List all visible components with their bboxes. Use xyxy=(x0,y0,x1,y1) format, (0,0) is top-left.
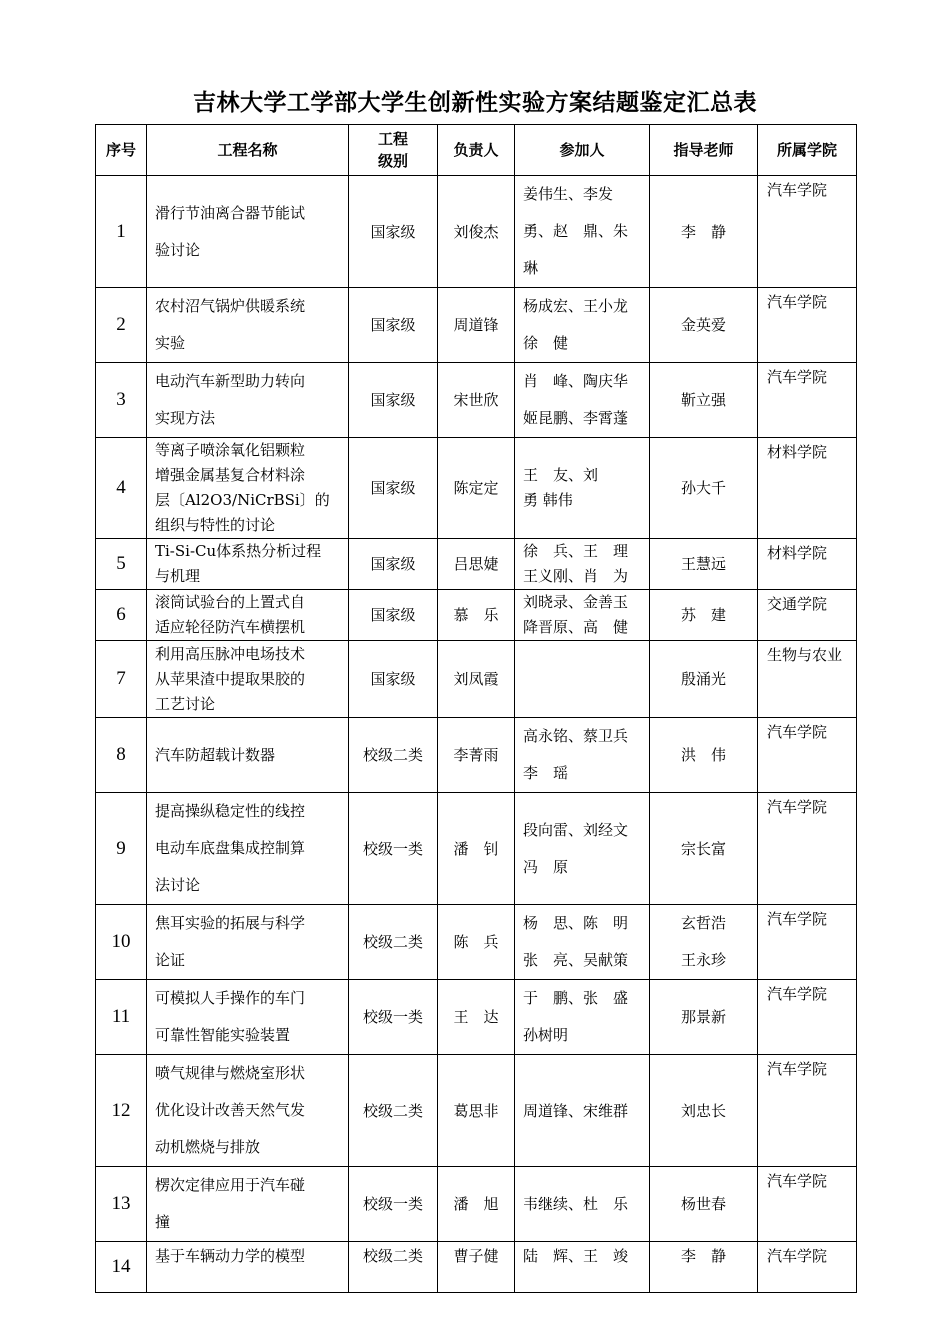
member-line: 徐 兵、王 理 xyxy=(523,542,629,560)
project-advisor: 刘忠长 xyxy=(650,1055,758,1167)
project-level: 国家级 xyxy=(349,288,438,363)
project-leader: 李菁雨 xyxy=(438,718,515,793)
project-leader: 潘 旭 xyxy=(438,1167,515,1242)
project-name-line: 可靠性智能实验装置 xyxy=(155,1026,291,1044)
project-name xyxy=(147,590,349,641)
member-line: 王义刚、肖 为 xyxy=(523,567,629,585)
project-members xyxy=(515,539,650,590)
project-name-line: 电动车底盘集成控制算 xyxy=(155,839,306,857)
table-row xyxy=(96,539,857,590)
header-college: 所属学院 xyxy=(758,125,857,176)
row-no: 10 xyxy=(96,905,147,980)
project-leader: 王 达 xyxy=(438,980,515,1055)
project-members xyxy=(515,438,650,539)
project-name xyxy=(147,905,349,980)
project-advisor: 苏 建 xyxy=(650,590,758,641)
member-line: 韦继续、杜 乐 xyxy=(523,1195,629,1213)
row-no: 11 xyxy=(96,980,147,1055)
table-row xyxy=(96,438,857,539)
project-members xyxy=(515,1167,650,1242)
header-leader: 负责人 xyxy=(438,125,515,176)
project-college: 生物与农业 xyxy=(758,641,857,718)
project-leader: 吕思婕 xyxy=(438,539,515,590)
project-leader: 陈定定 xyxy=(438,438,515,539)
member-line: 姜伟生、李发 xyxy=(523,185,614,203)
table-row xyxy=(96,1242,857,1293)
project-name-line: 层〔Al2O3/NiCrBSi〕的 xyxy=(155,491,330,509)
project-advisor: 殷涌光 xyxy=(650,641,758,718)
project-leader: 陈 兵 xyxy=(438,905,515,980)
row-no: 1 xyxy=(96,176,147,288)
header-level xyxy=(349,125,438,176)
project-members xyxy=(515,905,650,980)
project-name xyxy=(147,288,349,363)
member-line: 高永铭、蔡卫兵 xyxy=(523,727,629,745)
project-advisor: 洪 伟 xyxy=(650,718,758,793)
row-no: 3 xyxy=(96,363,147,438)
project-level: 国家级 xyxy=(349,363,438,438)
row-no: 12 xyxy=(96,1055,147,1167)
project-advisor: 孙大千 xyxy=(650,438,758,539)
member-line: 于 鹏、张 盛 xyxy=(523,989,629,1007)
project-college: 汽车学院 xyxy=(758,980,857,1055)
header-advisor: 指导老师 xyxy=(650,125,758,176)
row-no: 7 xyxy=(96,641,147,718)
project-leader: 曹子健 xyxy=(438,1242,515,1293)
table-row xyxy=(96,905,857,980)
project-members xyxy=(515,1242,650,1293)
project-name-line: 等离子喷涂氧化铝颗粒 xyxy=(155,441,306,459)
project-level: 国家级 xyxy=(349,590,438,641)
project-name-line: 电动汽车新型助力转向 xyxy=(155,372,306,390)
project-level: 校级二类 xyxy=(349,905,438,980)
project-name xyxy=(147,641,349,718)
project-level: 国家级 xyxy=(349,641,438,718)
project-name-line: 汽车防超载计数器 xyxy=(155,746,276,764)
project-leader: 葛思非 xyxy=(438,1055,515,1167)
member-line: 杨 思、陈 明 xyxy=(523,914,629,932)
project-name xyxy=(147,980,349,1055)
member-line: 刘晓录、金善玉 xyxy=(523,593,629,611)
table-row xyxy=(96,980,857,1055)
project-name xyxy=(147,1167,349,1242)
project-advisor: 杨世春 xyxy=(650,1167,758,1242)
project-name xyxy=(147,176,349,288)
project-name-line: 优化设计改善天然气发 xyxy=(155,1101,306,1119)
header-members: 参加人 xyxy=(515,125,650,176)
project-name-line: 基于车辆动力学的模型 xyxy=(155,1247,306,1265)
page-title: 吉林大学工学部大学生创新性实验方案结题鉴定汇总表 xyxy=(193,90,757,116)
member-line: 勇 韩伟 xyxy=(523,491,573,509)
project-name-line: 喷气规律与燃烧室形状 xyxy=(155,1064,306,1082)
project-level: 国家级 xyxy=(349,176,438,288)
project-name-line: 从苹果渣中提取果胶的 xyxy=(155,669,306,688)
table-row xyxy=(96,176,857,288)
project-leader: 刘俊杰 xyxy=(438,176,515,288)
member-line: 周道锋、宋维群 xyxy=(523,1101,629,1120)
project-college: 汽车学院 xyxy=(758,793,857,905)
project-advisor: 靳立强 xyxy=(650,363,758,438)
project-name-line: 法讨论 xyxy=(155,876,201,894)
project-name-line: 滚筒试验台的上置式自 xyxy=(155,593,306,611)
project-college: 汽车学院 xyxy=(758,288,857,363)
advisor-line: 玄哲浩 xyxy=(680,914,726,932)
project-members xyxy=(515,641,650,718)
project-members xyxy=(515,980,650,1055)
project-advisor: 宗长富 xyxy=(650,793,758,905)
summary-table xyxy=(95,124,857,1293)
member-line: 段向雷、刘经文 xyxy=(523,820,629,839)
header-no: 序号 xyxy=(96,125,147,176)
project-advisor: 金英爱 xyxy=(650,288,758,363)
row-no: 6 xyxy=(96,590,147,641)
advisor-line: 王永珍 xyxy=(680,951,726,969)
project-name-line: 滑行节油离合器节能试 xyxy=(155,203,306,222)
project-members xyxy=(515,1055,650,1167)
project-name-line: 实现方法 xyxy=(155,409,216,427)
row-no: 13 xyxy=(96,1167,147,1242)
table-row xyxy=(96,590,857,641)
member-line: 冯 原 xyxy=(523,857,569,876)
project-leader: 刘凤霞 xyxy=(438,641,515,718)
project-name xyxy=(147,718,349,793)
project-name xyxy=(147,539,349,590)
project-name xyxy=(147,793,349,905)
row-no: 2 xyxy=(96,288,147,363)
project-college: 汽车学院 xyxy=(758,176,857,288)
project-name-line: 农村沼气锅炉供暖系统 xyxy=(155,297,306,315)
member-line: 降晋原、高 健 xyxy=(523,618,629,636)
project-members xyxy=(515,288,650,363)
header-name: 工程名称 xyxy=(147,125,349,176)
table-row xyxy=(96,1055,857,1167)
project-members xyxy=(515,363,650,438)
member-line: 肖 峰、陶庆华 xyxy=(523,372,629,390)
project-name-line: 验讨论 xyxy=(155,240,201,259)
table-row xyxy=(96,793,857,905)
project-name-line: 论证 xyxy=(155,951,186,969)
project-level: 校级二类 xyxy=(349,1242,438,1293)
project-level: 国家级 xyxy=(349,539,438,590)
project-name-line: 利用高压脉冲电场技术 xyxy=(155,644,306,663)
project-members xyxy=(515,590,650,641)
project-members xyxy=(515,793,650,905)
project-name xyxy=(147,1242,349,1293)
table-row xyxy=(96,1167,857,1242)
project-name-line: 工艺讨论 xyxy=(155,694,216,713)
table-row xyxy=(96,718,857,793)
project-name-line: 提高操纵稳定性的线控 xyxy=(155,802,306,820)
row-no: 9 xyxy=(96,793,147,905)
member-line: 姬昆鹏、李霄蓬 xyxy=(523,409,629,427)
member-line: 勇、赵 鼎、朱 xyxy=(523,222,629,240)
row-no: 14 xyxy=(96,1242,147,1293)
project-name-line: Ti-Si-Cu体系热分析过程 xyxy=(155,542,322,560)
header-level-line1: 工程 xyxy=(377,130,408,148)
project-advisor xyxy=(650,905,758,980)
project-college: 汽车学院 xyxy=(758,363,857,438)
project-college: 交通学院 xyxy=(758,590,857,641)
project-name-line: 组织与特性的讨论 xyxy=(155,516,276,534)
project-name xyxy=(147,363,349,438)
member-line: 杨成宏、王小龙 xyxy=(523,297,629,315)
row-no: 5 xyxy=(96,539,147,590)
project-members xyxy=(515,176,650,288)
project-advisor: 王慧远 xyxy=(650,539,758,590)
member-line: 张 亮、吴献策 xyxy=(523,951,629,969)
member-line: 王 友、刘 xyxy=(523,466,599,484)
project-level: 校级一类 xyxy=(349,793,438,905)
member-line: 琳 xyxy=(523,259,539,277)
table-row xyxy=(96,641,857,718)
project-college: 材料学院 xyxy=(758,438,857,539)
table-row xyxy=(96,288,857,363)
project-name-line: 撞 xyxy=(155,1213,171,1231)
header-level-line2: 级别 xyxy=(377,152,408,170)
table-row xyxy=(96,363,857,438)
project-college: 汽车学院 xyxy=(758,905,857,980)
row-no: 8 xyxy=(96,718,147,793)
project-leader: 周道锋 xyxy=(438,288,515,363)
project-level: 校级二类 xyxy=(349,1055,438,1167)
project-college: 汽车学院 xyxy=(758,1167,857,1242)
project-name xyxy=(147,438,349,539)
project-name-line: 适应轮径防汽车横摆机 xyxy=(155,618,306,636)
member-line: 李 瑶 xyxy=(523,764,569,782)
project-leader: 慕 乐 xyxy=(438,590,515,641)
project-name xyxy=(147,1055,349,1167)
project-name-line: 与机理 xyxy=(155,567,201,585)
project-name-line: 焦耳实验的拓展与科学 xyxy=(155,914,306,932)
project-name-line: 动机燃烧与排放 xyxy=(155,1138,261,1156)
project-college: 汽车学院 xyxy=(758,1055,857,1167)
project-level: 校级二类 xyxy=(349,718,438,793)
project-advisor: 那景新 xyxy=(650,980,758,1055)
project-college: 汽车学院 xyxy=(758,718,857,793)
project-name-line: 实验 xyxy=(155,334,186,352)
project-college: 材料学院 xyxy=(758,539,857,590)
project-advisor: 李 静 xyxy=(650,176,758,288)
project-name-line: 增强金属基复合材料涂 xyxy=(155,466,306,484)
project-name-line: 可模拟人手操作的车门 xyxy=(155,989,306,1007)
project-college: 汽车学院 xyxy=(758,1242,857,1293)
project-members xyxy=(515,718,650,793)
project-leader: 宋世欣 xyxy=(438,363,515,438)
member-line: 陆 辉、王 竣 xyxy=(523,1247,629,1265)
header-row xyxy=(96,125,857,176)
project-level: 校级一类 xyxy=(349,980,438,1055)
member-line: 孙树明 xyxy=(523,1026,569,1044)
project-name-line: 楞次定律应用于汽车碰 xyxy=(155,1176,306,1194)
project-leader: 潘 钊 xyxy=(438,793,515,905)
project-level: 国家级 xyxy=(349,438,438,539)
project-level: 校级一类 xyxy=(349,1167,438,1242)
row-no: 4 xyxy=(96,438,147,539)
member-line: 徐 健 xyxy=(523,334,569,352)
project-advisor: 李 静 xyxy=(650,1242,758,1293)
